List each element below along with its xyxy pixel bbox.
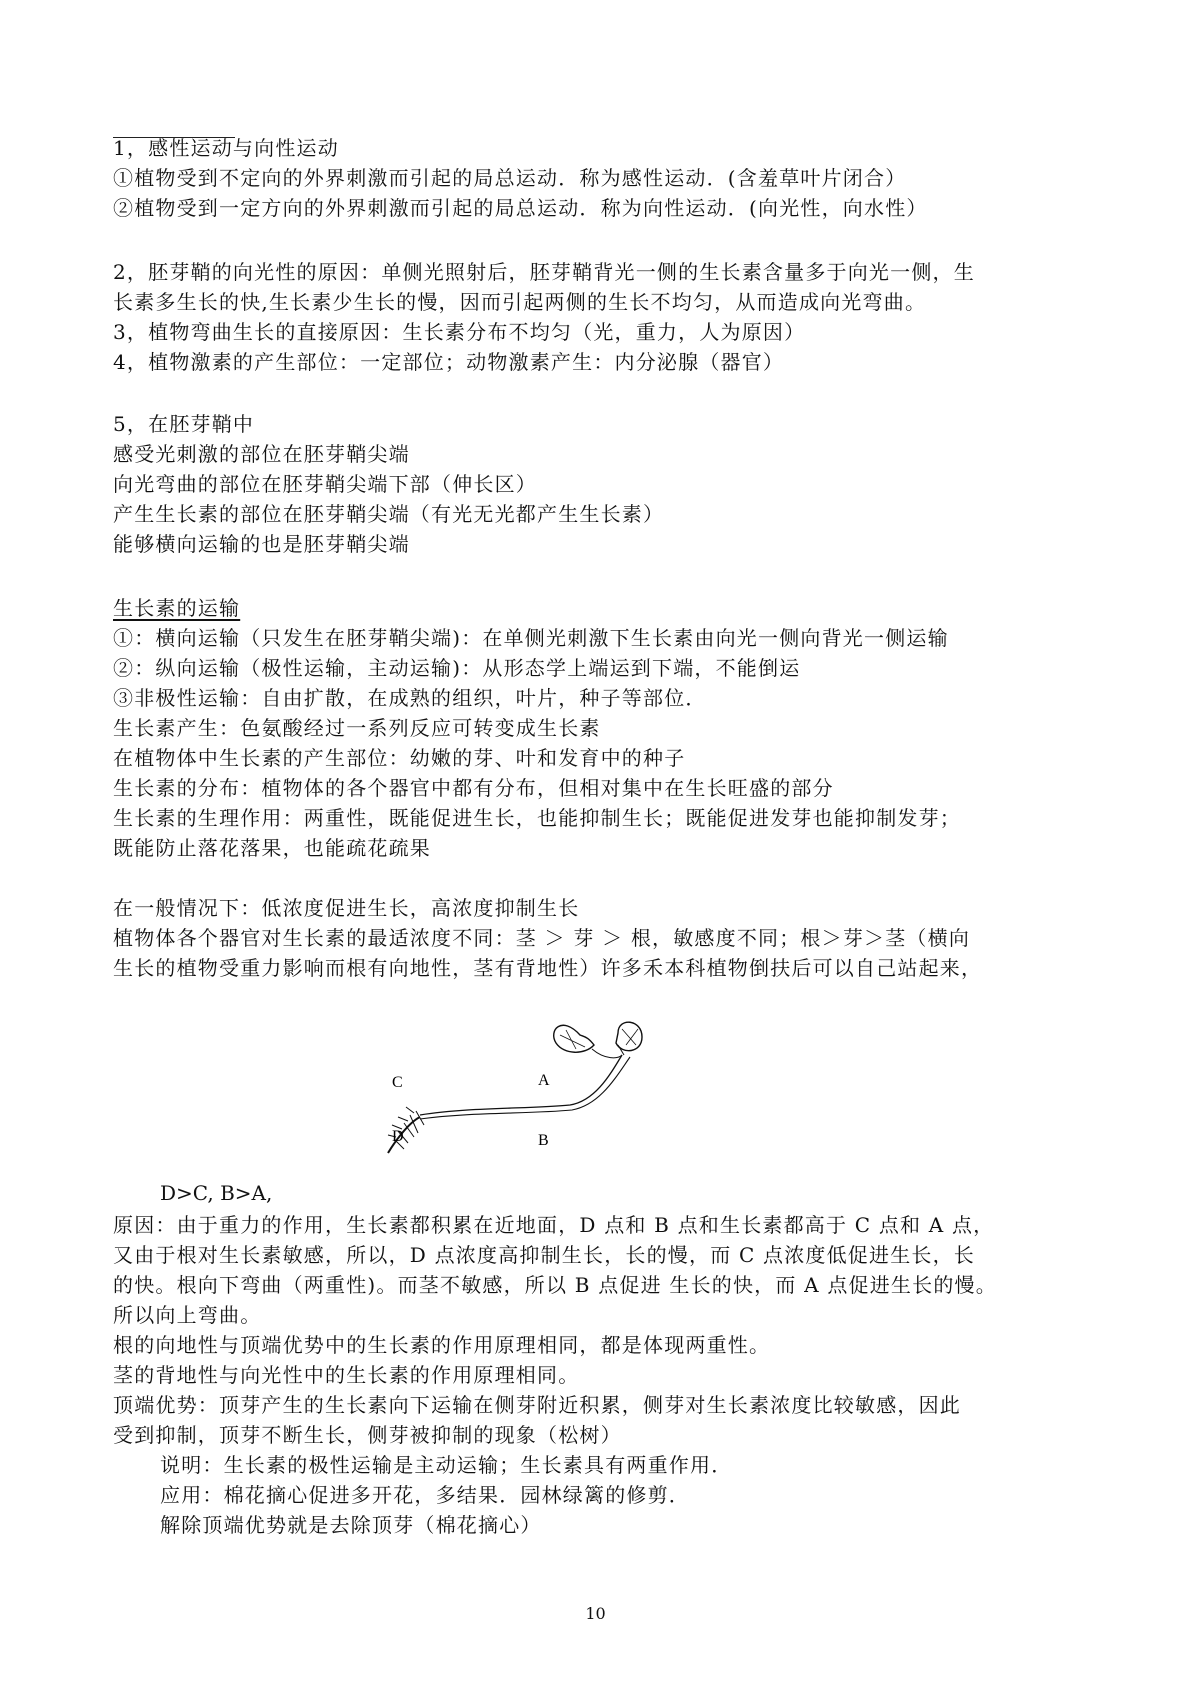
text-line: 在一般情况下：低浓度促进生长，高浓度抑制生长 (113, 896, 580, 920)
stem-upper-line (420, 1055, 622, 1115)
leaf-left-vein (560, 1030, 585, 1049)
text-line: 又由于根对生长素敏感，所以，D 点浓度高抑制生长，长的慢，而 C 点浓度低促进生长，长 (113, 1243, 976, 1267)
text-line: 的快。根向下弯曲（两重性)。而茎不敏感，所以 B 点促进 生长的快，而 A 点促进生长的慢。 (113, 1273, 997, 1297)
label-b: B (538, 1132, 549, 1149)
text-line: 产生生长素的部位在胚芽鞘尖端（有光无光都产生生长素） (113, 502, 665, 526)
text-line: 能够横向运输的也是胚芽鞘尖端 (113, 532, 410, 556)
label-a: A (538, 1072, 550, 1089)
text-line: 2，胚芽鞘的向光性的原因：单侧光照射后，胚芽鞘背光一侧的生长素含量多于向光一侧，生 (113, 260, 975, 284)
text-line: 1，感性运动与向性运动 (113, 136, 339, 160)
text-line: 顶端优势：顶芽产生的生长素向下运输在侧芽附近积累，侧芽对生长素浓度比较敏感，因此 (113, 1393, 961, 1417)
text-line: 所以向上弯曲。 (113, 1303, 262, 1327)
text-line: 既能防止落花落果，也能疏花疏果 (113, 836, 431, 860)
leaf-left (554, 1025, 594, 1052)
label-c: C (392, 1074, 403, 1091)
text-line: 应用：棉花摘心促进多开花，多结果．园林绿篱的修剪． (160, 1483, 690, 1507)
petiole-left (592, 1049, 622, 1058)
text-line: 生长素的分布：植物体的各个器官中都有分布，但相对集中在生长旺盛的部分 (113, 776, 834, 800)
text-line: 茎的背地性与向光性中的生长素的作用原理相同。 (113, 1363, 580, 1387)
text-line: 原因：由于重力的作用，生长素都积累在近地面，D 点和 B 点和生长素都高于 C 点和 A 点， (113, 1213, 995, 1237)
text-line: 3，植物弯曲生长的直接原因：生长素分布不均匀（光，重力，人为原因） (113, 320, 806, 344)
seedling-figure (380, 1015, 680, 1155)
text-line: 5，在胚芽鞘中 (113, 412, 255, 436)
text-line: ①：横向运输（只发生在胚芽鞘尖端)：在单侧光刺激下生长素由向光一侧向背光一侧运输 (113, 626, 949, 650)
text-line: ①植物受到不定向的外界刺激而引起的局总运动．称为感性运动．(含羞草叶片闭合） (113, 166, 907, 190)
text-line: 说明：生长素的极性运输是主动运输；生长素具有两重作用． (160, 1453, 733, 1477)
text-line: 解除顶端优势就是去除顶芽（棉花摘心） (160, 1513, 542, 1537)
text-line: ②植物受到一定方向的外界刺激而引起的局总运动．称为向性运动．(向光性，向水性） (113, 196, 928, 220)
text-line: 感受光刺激的部位在胚芽鞘尖端 (113, 442, 410, 466)
leaf-right-vein (622, 1029, 638, 1045)
text-line: 植物体各个器官对生长素的最适浓度不同：茎 ＞ 芽 ＞ 根，敏感度不同；根＞芽＞茎（横向 (113, 926, 971, 950)
text-line: 4，植物激素的产生部位：一定部位；动物激素产生：内分泌腺（器官） (113, 350, 785, 374)
text-line: 生长的植物受重力影响而根有向地性，茎有背地性）许多禾本科植物倒扶后可以自己站起来， (113, 956, 983, 980)
text-line: 在植物体中生长素的产生部位：幼嫩的芽、叶和发育中的种子 (113, 746, 686, 770)
text-line: D>C, B>A, (160, 1181, 273, 1205)
section-heading: 生长素的运输 (113, 596, 241, 620)
text-line: 向光弯曲的部位在胚芽鞘尖端下部（伸长区） (113, 472, 537, 496)
text-line: 受到抑制，顶芽不断生长，侧芽被抑制的现象（松树） (113, 1423, 622, 1447)
text-line: 长素多生长的快,生长素少生长的慢，因而引起两侧的生长不均匀，从而造成向光弯曲。 (113, 290, 927, 314)
text-line: 根的向地性与顶端优势中的生长素的作用原理相同，都是体现两重性。 (113, 1333, 771, 1357)
text-line: 生长素的生理作用：两重性，既能促进生长，也能抑制生长；既能促进发芽也能抑制发芽； (113, 806, 961, 830)
text-line: 生长素产生：色氨酸经过一系列反应可转变成生长素 (113, 716, 601, 740)
page-number: 10 (585, 1604, 606, 1623)
text-line: ③非极性运输：自由扩散，在成熟的组织，叶片，种子等部位． (113, 686, 707, 710)
text-line: ②：纵向运输（极性运输，主动运输)：从形态学上端运到下端，不能倒运 (113, 656, 801, 680)
label-d: D (392, 1128, 404, 1145)
